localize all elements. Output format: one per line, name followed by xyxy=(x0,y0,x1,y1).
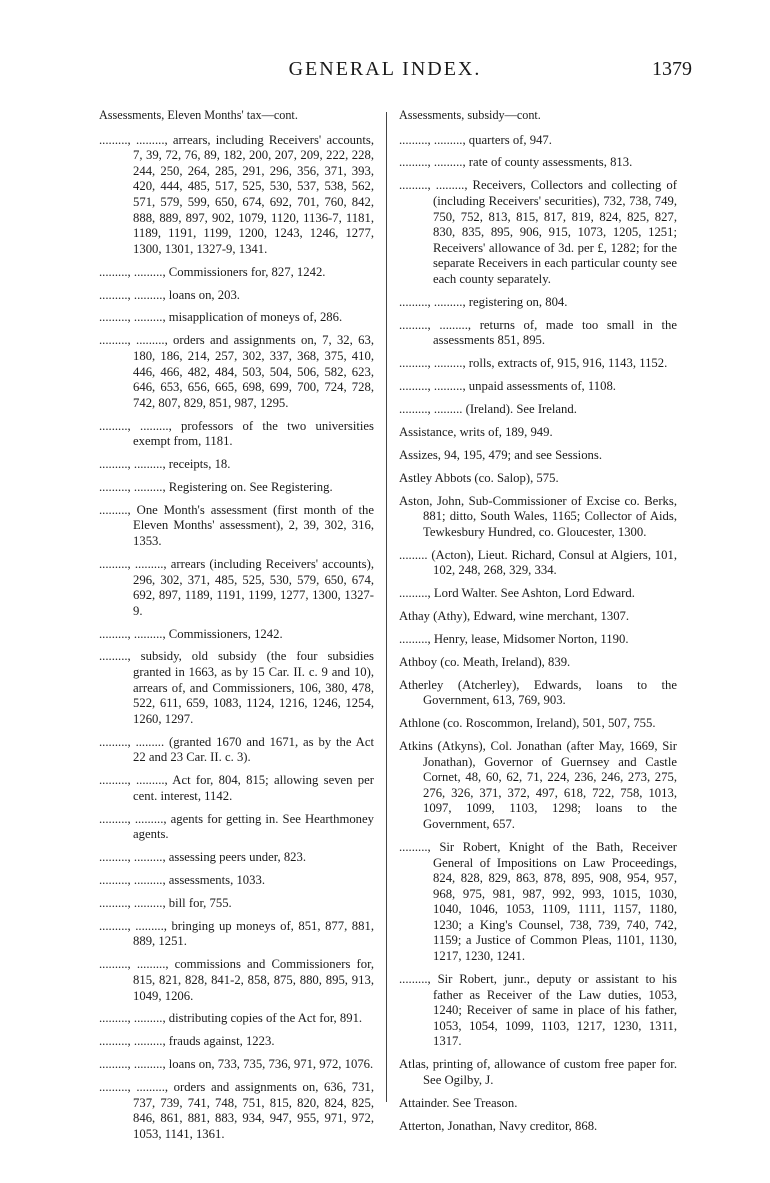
index-entry: ........., ........., orders and assignments on, 636, 731, 737, 739, 741, 748, 751, 815, 820, 824, 825, 846, 861, 881, 883, 934, 947, 955, 971, 972, 1053, 1141, 1361. xyxy=(99,1080,374,1141)
index-entry: ........., ......... (granted 1670 and 1671, as by the Act 22 and 23 Car. II. c. 3). xyxy=(99,734,374,765)
index-entry: ........., subsidy, old subsidy (the four subsidies granted in 1663, as by 15 Car. II. c. 9 and 10), arrears of, and Commissioners, 106, 380, 478, 522, 611, 659, 1083, 1124, 1216, 1246, 1254, 1260, 1297. xyxy=(99,649,374,726)
index-entry: ........., Henry, lease, Midsomer Norton, 1190. xyxy=(399,631,629,646)
index-entry: ........., ........., Registering on. See Registering. xyxy=(99,479,333,494)
page-number: 1379 xyxy=(652,58,692,80)
running-title: GENERAL INDEX. xyxy=(288,58,482,80)
index-entry: ........., ........., rate of county assessments, 813. xyxy=(399,155,633,170)
index-entry: ........., One Month's assessment (first month of the Eleven Months' assessment), 2, 39, 302, 316, 1353. xyxy=(99,502,374,549)
index-entry: Assistance, writs of, 189, 949. xyxy=(399,424,553,439)
index-entry: ........., ........., returns of, made too small in the assessments 851, 895. xyxy=(399,317,677,348)
right-entries-list xyxy=(399,133,677,1135)
index-entry: ........., ........., Commissioners for, 827, 1242. xyxy=(99,264,326,279)
index-entry: ........., ........., loans on, 203. xyxy=(99,287,240,302)
index-entry: ........., ........., professors of the two universities exempt from, 1181. xyxy=(99,418,374,449)
index-entry: Athay (Athy), Edward, wine merchant, 1307. xyxy=(399,609,630,623)
index-entry: Atlas, printing of, allowance of custom free paper for. See Ogilby, J. xyxy=(399,1057,677,1087)
index-entry: ........., ........., quarters of, 947. xyxy=(399,132,552,147)
index-entry: ........., ........., misapplication of moneys of, 286. xyxy=(99,310,343,325)
index-entry: ........., ........., arrears, including Receivers' accounts, 7, 39, 72, 76, 89, 182, 200, 207, 209, 222, 228, 244, 250, 264, 285, 291, 296, 356, 371, 393, 420, 444, 485, 517, 525, 530, 537, 538, 562, 571, 579, 599, 650, 674, 692, 701, 760, 842, 888, 889, 897, 902, 1079, 1120, 1136-7, 1181, 1189, 1191, 1199, 1200, 1243, 1246, 1277, 1300, 1301, 1327-9, 1341. xyxy=(99,132,374,256)
index-entry: ........., ........., assessing peers under, 823. xyxy=(99,850,307,865)
index-entry: Astley Abbots (co. Salop), 575. xyxy=(399,470,559,485)
left-entries-list xyxy=(99,133,374,1143)
index-entry: ........., ........., rolls, extracts of, 915, 916, 1143, 1152. xyxy=(399,356,668,371)
index-entry: Atherley (Atcherley), Edwards, loans to the Government, 613, 769, 903. xyxy=(399,677,677,708)
index-entry: Assizes, 94, 195, 479; and see Sessions. xyxy=(399,447,602,462)
index-entry: ........., ........., receipts, 18. xyxy=(99,457,231,472)
index-entry: ........., ........., loans on, 733, 735, 736, 971, 972, 1076. xyxy=(99,1057,374,1072)
right-column xyxy=(399,108,677,1141)
index-entry: Atterton, Jonathan, Navy creditor, 868. xyxy=(399,1118,598,1133)
index-entry: ........., ......... (Ireland). See Ireland. xyxy=(399,401,577,416)
index-entry: ........., Lord Walter. See Ashton, Lord Edward. xyxy=(399,586,635,601)
index-entry: Athlone (co. Roscommon, Ireland), 501, 507, 755. xyxy=(399,716,656,731)
index-entry: ........., ........., distributing copies of the Act for, 891. xyxy=(99,1011,363,1026)
column-heading: Assessments, subsidy—cont. xyxy=(399,108,541,122)
index-entry: ........., ........., frauds against, 1223. xyxy=(99,1034,275,1049)
index-entry: ........., ........., commissions and Commissioners for, 815, 821, 828, 841-2, 858, 875, 880, 895, 913, 1049, 1206. xyxy=(99,957,374,1003)
index-entry: ........., ........., Act for, 804, 815; allowing seven per cent. interest, 1142. xyxy=(99,773,374,803)
index-entry: ......... (Acton), Lieut. Richard, Consul at Algiers, 101, 102, 248, 268, 329, 334. xyxy=(399,547,677,578)
left-column xyxy=(99,108,374,1150)
index-entry: ........., ........., unpaid assessments of, 1108. xyxy=(399,379,616,394)
index-entry: ........., ........., orders and assignments on, 7, 32, 63, 180, 186, 214, 257, 302, 337, 368, 375, 410, 446, 466, 482, 484, 503, 504, 506, 582, 623, 646, 653, 656, 665, 698, 699, 700, 724, 728, 742, 807, 829, 851, 987, 1295. xyxy=(99,333,374,410)
index-entry: ........., ........., arrears (including Receivers' accounts), 296, 302, 371, 485, 525, 530, 579, 650, 674, 692, 897, 1189, 1191, 1199, 1277, 1300, 1327-9. xyxy=(99,556,374,618)
index-entry: ........., ........., registering on, 804. xyxy=(399,294,568,309)
index-entry: ........., ........., bringing up moneys of, 851, 877, 881, 889, 1251. xyxy=(99,918,374,949)
index-entry: ........., ........., Commissioners, 1242. xyxy=(99,626,283,641)
index-entry: ........., Sir Robert, junr., deputy or assistant to his father as Receiver of the Law duties, 1053, 1240; Receiver of same in place of his father, 1053, 1054, 1099, 1103, 1217, 1230, 1311, 1317. xyxy=(399,971,677,1049)
column-heading: Assessments, Eleven Months' tax—cont. xyxy=(99,108,298,122)
index-entry: Aston, John, Sub-Commissioner of Excise co. Berks, 881; ditto, South Wales, 1165; Collector of Aids, Tewkesbury Hundred, co. Gloucester, 1300. xyxy=(399,493,677,539)
index-entry: Atkins (Atkyns), Col. Jonathan (after May, 1669, Sir Jonathan), Governor of Guernsey and Castle Cornet, 48, 60, 62, 71, 224, 236, 246, 273, 275, 276, 326, 371, 372, 497, 618, 722, 758, 1013, 1097, 1099, 1103, 1298; loans to the Government, 657. xyxy=(399,739,677,832)
index-entry: ........., ........., agents for getting in. See Hearthmoney agents. xyxy=(99,811,374,842)
index-entry: ........., ........., bill for, 755. xyxy=(99,895,232,910)
index-entry: ........., ........., Receivers, Collectors and collecting of (including Receivers' securities), 732, 738, 749, 750, 752, 813, 815, 817, 819, 824, 825, 827, 830, 835, 895, 906, 915, 1073, 1205, 1251; Receivers' allowance of 3d. per £, 1282; for the separate Receivers in each particular county see each county separately. xyxy=(399,178,677,286)
index-entry: ........., ........., assessments, 1033. xyxy=(99,873,265,888)
column-divider xyxy=(386,112,387,1102)
index-entry: ........., Sir Robert, Knight of the Bath, Receiver General of Impositions on Law Proceedings, 824, 828, 829, 863, 878, 895, 908, 954, 957, 968, 975, 981, 987, 992, 993, 1015, 1030, 1040, 1046, 1053, 1109, 1111, 1157, 1180, 1230; a King's Counsel, 738, 739, 740, 742, 1159; a Justice of Common Pleas, 1101, 1130, 1217, 1230, 1241. xyxy=(399,839,677,964)
index-entry: Attainder. See Treason. xyxy=(399,1095,518,1110)
index-entry: Athboy (co. Meath, Ireland), 839. xyxy=(399,654,571,669)
page-header xyxy=(0,58,770,88)
